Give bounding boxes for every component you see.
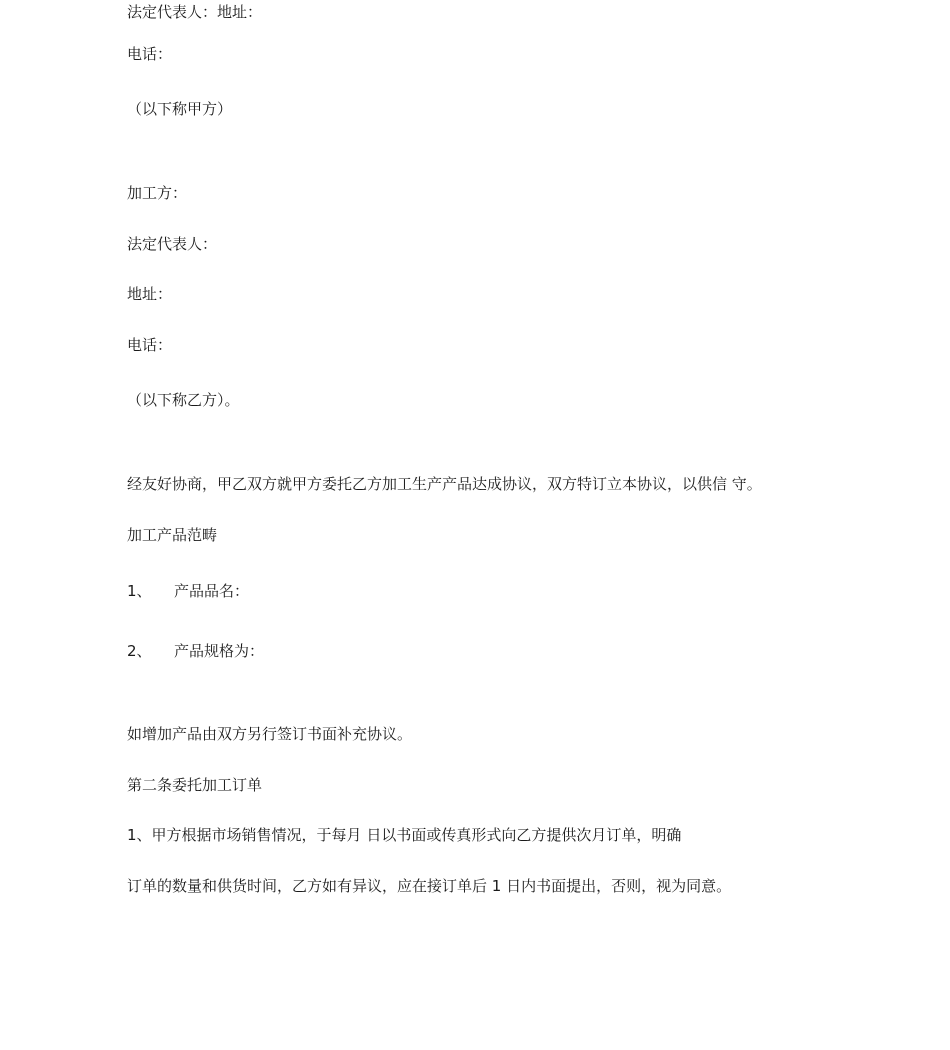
scope-item-text: 产品规格为：: [174, 642, 265, 660]
scope-item-number: 2、: [127, 642, 152, 660]
scope-note: 如增加产品由双方另行签订书面补充协议。: [127, 725, 413, 743]
scope-item-number: 1、: [127, 582, 152, 600]
preamble: 经友好协商，甲乙双方就甲方委托乙方加工生产产品达成协议，双方特订立本协议，以供信 守。: [127, 475, 762, 493]
party-a-rep-address: 法定代表人：地址：: [127, 3, 263, 21]
scope-heading: 加工产品范畴: [127, 526, 218, 544]
scope-item: [127, 641, 264, 661]
article2-line1: 1、甲方根据市场销售情况，于每月 日以书面或传真形式向乙方提供次月订单，明确: [127, 826, 682, 844]
party-b-alias: （以下称乙方）。: [127, 391, 240, 409]
party-b-title: 加工方：: [127, 184, 188, 202]
article2-line2: 订单的数量和供货时间，乙方如有异议，应在接订单后 1 日内书面提出，否则，视为同意。: [127, 877, 732, 895]
party-b-rep: 法定代表人：: [127, 235, 218, 253]
party-a-phone: 电话：: [127, 45, 173, 63]
scope-item-text: 产品品名：: [174, 582, 250, 600]
party-b-phone: 电话：: [127, 336, 173, 354]
party-a-alias: （以下称甲方）: [127, 100, 233, 118]
scope-item: [127, 581, 249, 601]
party-b-address: 地址：: [127, 285, 173, 303]
article2-heading: 第二条委托加工订单: [127, 776, 263, 794]
